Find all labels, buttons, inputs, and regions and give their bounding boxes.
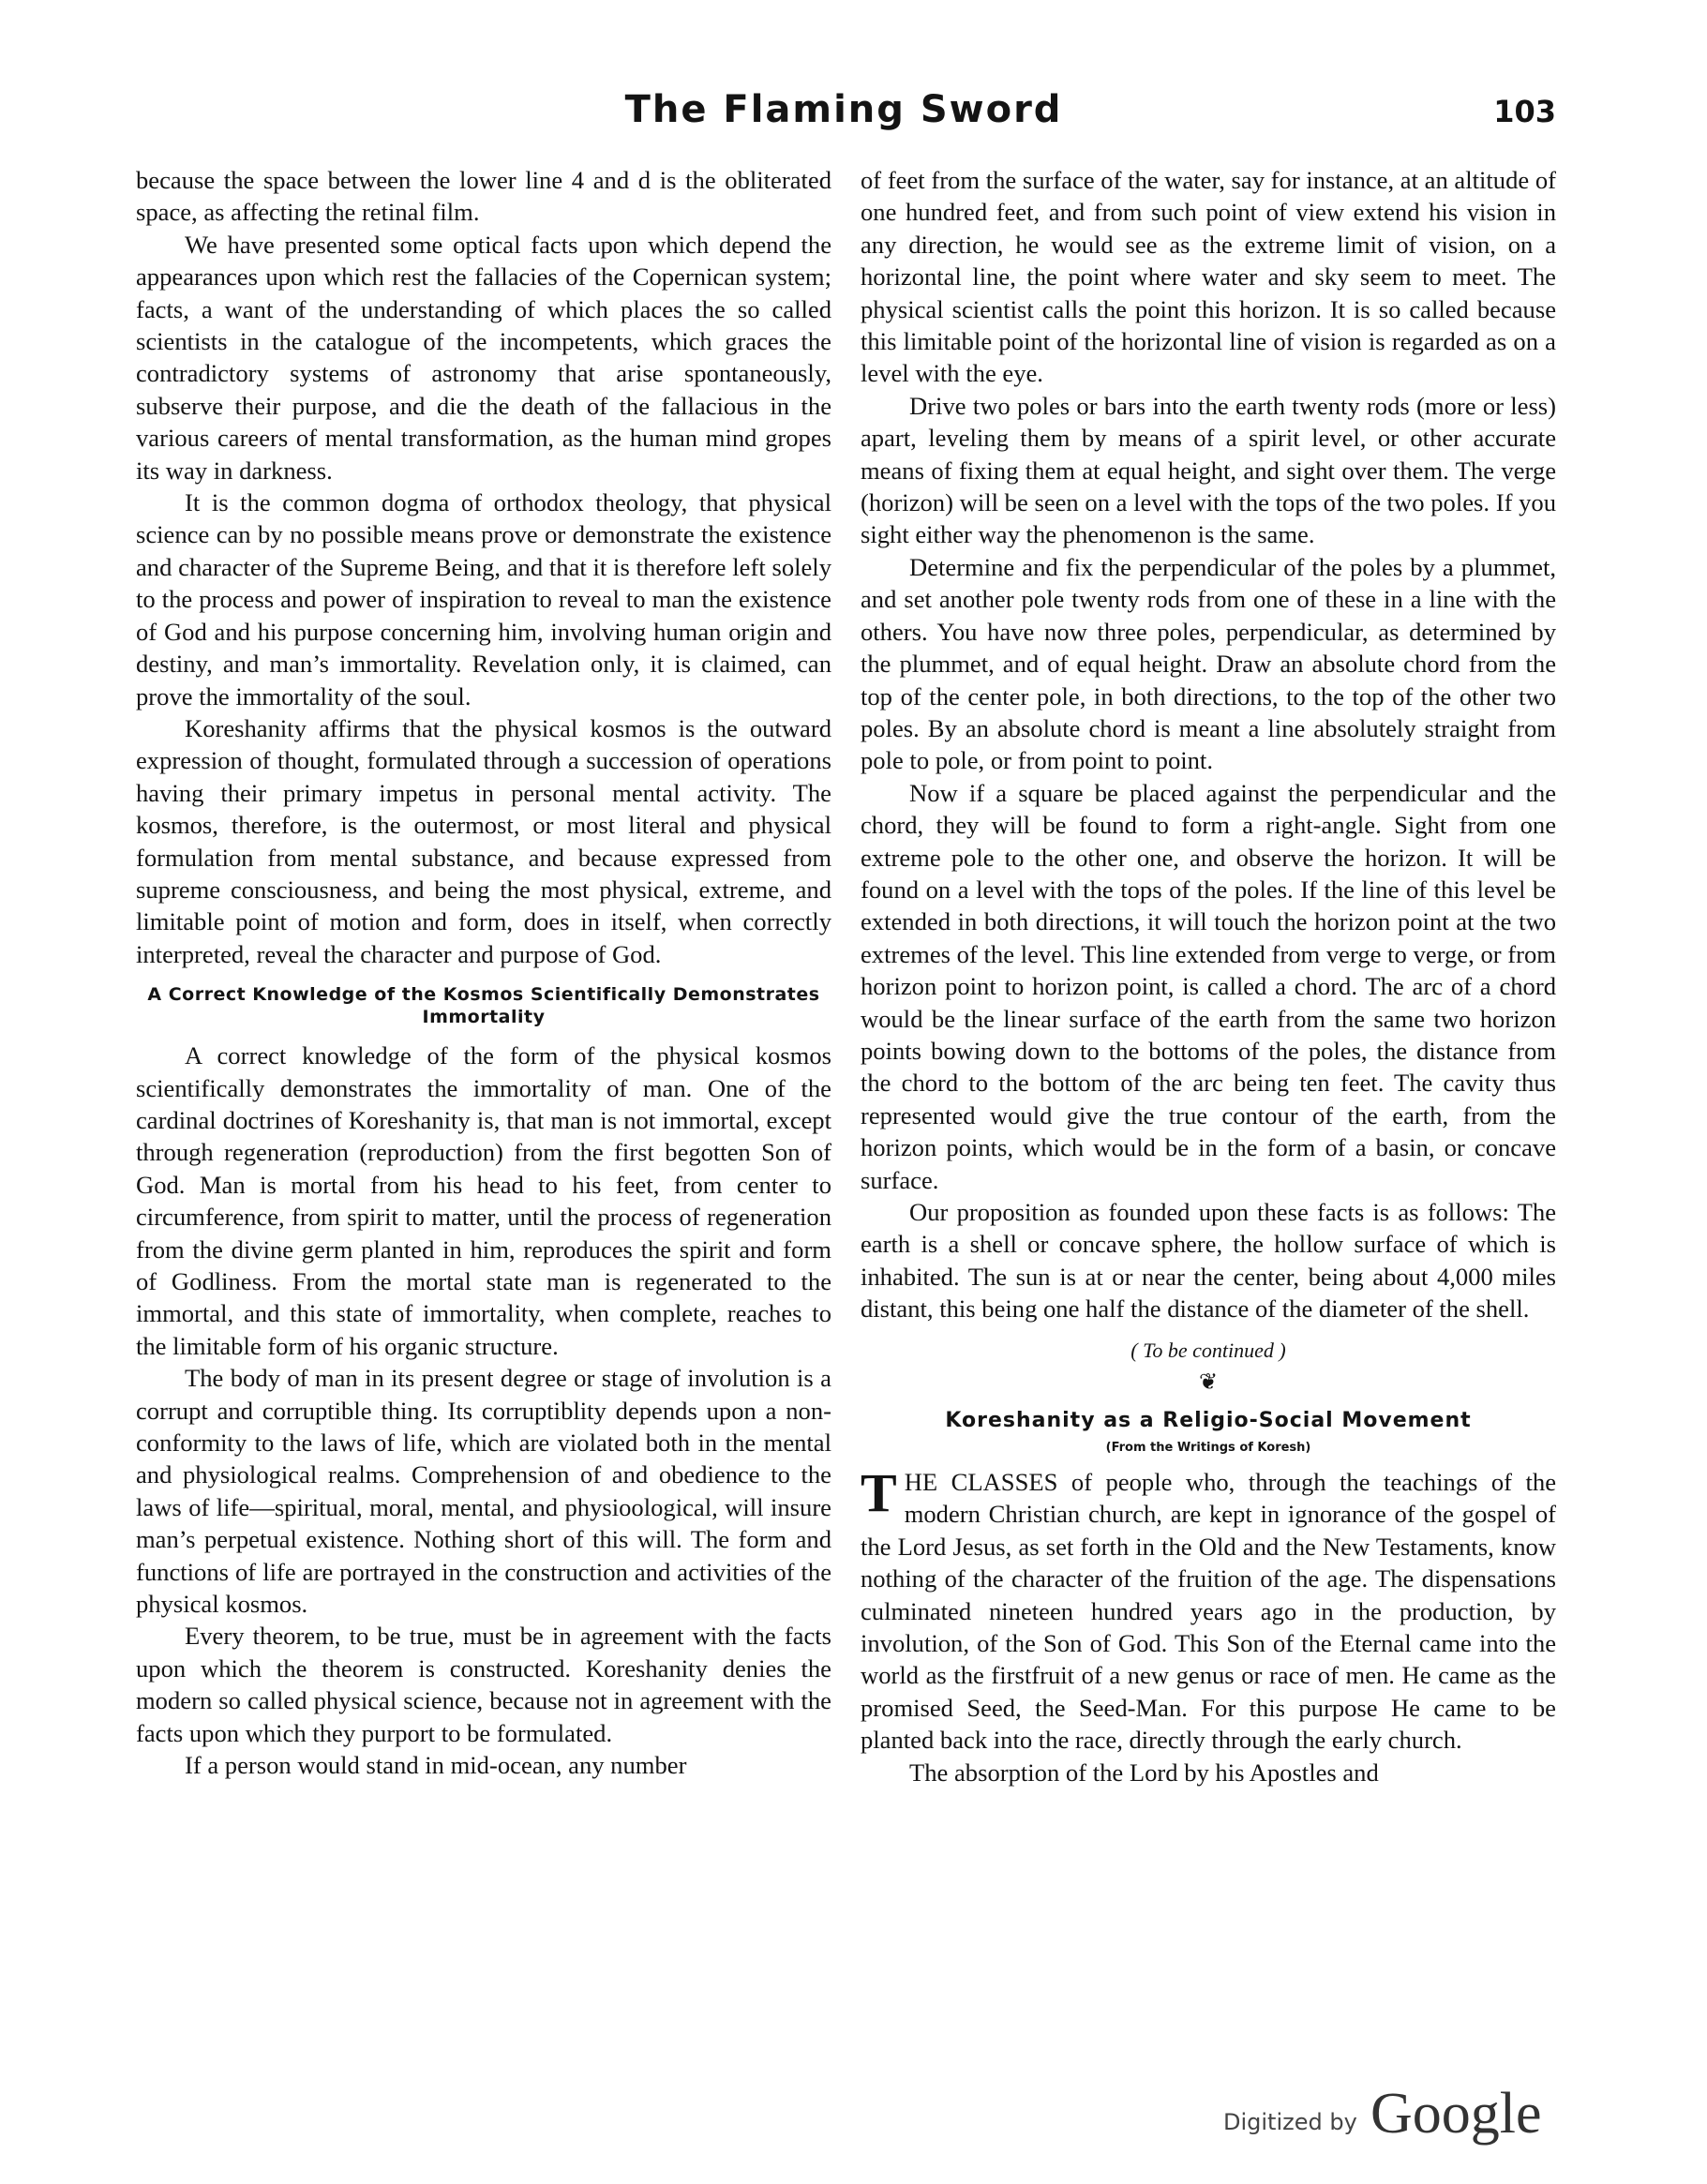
paragraph: A correct knowledge of the form of the physical kosmos scientifically demonstrates the immortality of man. One of the cardinal doctrines of Koreshanity is, that man is not immortal, except through regeneration (reproduction) from the first begotten Son of God. Man is mortal from his head to his feet, from center to circumference, from spirit to matter, until the process of regeneration from the divine germ planted in him, reproduces the spirit and form of Godliness. From the mortal state man is regenerated to the immortal, and this state of immortality, when complete, reaches to the limitable form of his organic structure. [136,1041,831,1360]
page-number: 103 [1493,94,1556,129]
leaf-ornament-icon: ❦ [1198,1370,1219,1396]
paragraph: of feet from the surface of the water, say for instance, at an altitude of one hundred feet, and from such point of view extend his vision in any direction, he would see as the extreme limit of vision, on a horizontal line, the point where water and sky seem to meet. The physical scientist calls the point this horizon. It is so called because this limitable point of the horizontal line of vision is regarded as on a level with the eye. [861,166,1556,388]
article-subheading: (From the Writings of Koresh) [1105,1441,1311,1456]
lead-caps: HE CLASSES [904,1468,1058,1497]
paragraph: Now if a square be placed against the perpendicular and the chord, they will be found to form a right-angle. Sight from one extreme pole to the other one, and observe the horizon. It will be found on a level with the tops of the poles. If the line of this level be extended in both directions, it will touch the horizon point at the two extremes of the level. This line extended from verge to verge, or from horizon point to horizon point, is called a chord. The arc of a chord would be the linear surface of the earth from the same two horizon points bowing down to the bottoms of the poles, the distance from the chord to the bottom of the arc being ten feet. The cavity thus represented would give the true contour of the earth, from the horizon points, which would be in the form of a basin, or concave surface. [861,778,1556,1194]
section-heading: A Correct Knowledge of the Kosmos Scientifically Demonstrates Immortality [147,984,820,1028]
google-logo: Google [1370,2082,1542,2146]
continued-note: ( To be continued ) [1131,1338,1286,1362]
paragraph: Koreshanity affirms that the physical kosmos is the outward expression of thought, formulated through a succession of operations having their primary impetus in personal mental activity. The kosmos, therefore, is the outermost, or most literal and physical formulation from mental substance, and because expressed from supreme consciousness, and being the most physical, extreme, and limitable point of motion and form, does in itself, when correctly interpreted, reveal the character and purpose of God. [136,713,831,968]
page-header [131,88,1556,144]
right-column [861,164,1556,1788]
paragraph: If a person would stand in mid-ocean, any number [185,1751,687,1780]
paragraph: because the space between the lower line 4 and d is the obliterated space, as affecting the retinal film. [136,166,831,227]
paragraph: Every theorem, to be true, must be in agreement with the facts upon which the theorem is constructed. Koreshanity denies the modern so called physical science, because not in agreement with the facts upon which they purport to be formulated. [136,1622,831,1747]
paragraph: It is the common dogma of orthodox theology, that physical science can by no possible means prove or demonstrate the existence and character of the Supreme Being, and that it is therefore left solely to the process and power of inspiration to reveal to man the existence of God and his purpose concerning him, involving human origin and destiny, and man’s immortality. Revelation only, it is claimed, can prove the immortality of the soul. [136,488,831,711]
paragraph: Determine and fix the perpendicular of the poles by a plummet, and set another pole twenty rods from one of these in a line with the others. You have now three poles, perpendicular, as determined by the plummet, and of equal height. Draw an absolute chord from the top of the center pole, in both directions, to the top of the other two poles. By an absolute chord is meant a line absolutely straight from pole to pole, or from point to point. [861,552,1556,775]
left-column [136,164,831,1782]
paragraph: The body of man in its present degree or stage of involution is a corrupt and corruptible thing. Its corruptiblity depends upon a non-conformity to the laws of life, which are violated both in the mental and physiological realms. Comprehension of and obedience to the laws of life—spiritual, moral, mental, and physioological, will insure man’s perpetual existence. Nothing short of this will. The form and functions of life are portrayed in the construction and activities of the physical kosmos. [136,1364,831,1619]
paragraph: Our proposition as founded upon these facts is as follows: The earth is a shell or concave sphere, the hollow surface of which is inhabited. The sun is at or near the center, being about 4,000 miles distant, this being one half the distance of the diameter of the shell. [861,1198,1556,1324]
paragraph-text: of people who, through the teachings of the modern Christian church, are kept in ignorance of the gospel of the Lord Jesus, as set forth in the Old and the New Testaments, know nothing of the character of the fruition of the age. The dispensations culminated nineteen hundred years ago in the production, by involution, of the Son of God. This Son of the Eternal came into the world as the firstfruit of a new genus or race of men. He came as the promised Seed, the Seed-Man. For this purpose He came to be planted back into the race, directly through the early church. [861,1468,1556,1755]
digitized-by-label: Digitized by [1223,2109,1357,2135]
article-heading: Koreshanity as a Religio-Social Movement [945,1409,1472,1433]
drop-cap: T [861,1462,897,1524]
page-title: The Flaming Sword [624,88,1063,131]
paragraph [861,1462,1556,1757]
paragraph: We have presented some optical facts upon which depend the appearances upon which rest the fallacies of the Copernican system; facts, a want of the understanding of which places the so called scientists in the catalogue of the incompetents, which graces the contradictory systems of astronomy that arise spontaneously, subserve their purpose, and die the death of the fallacious in the various careers of mental transformation, as the human mind gropes its way in darkness. [136,230,831,485]
paragraph: Drive two poles or bars into the earth twenty rods (more or less) apart, leveling them by means of a spirit level, or other accurate means of fixing them at equal height, and sight over them. The verge (horizon) will be seen on a level with the tops of the two poles. If you sight either way the phenomenon is the same. [861,391,1556,549]
paragraph: The absorption of the Lord by his Apostles and [909,1758,1379,1787]
